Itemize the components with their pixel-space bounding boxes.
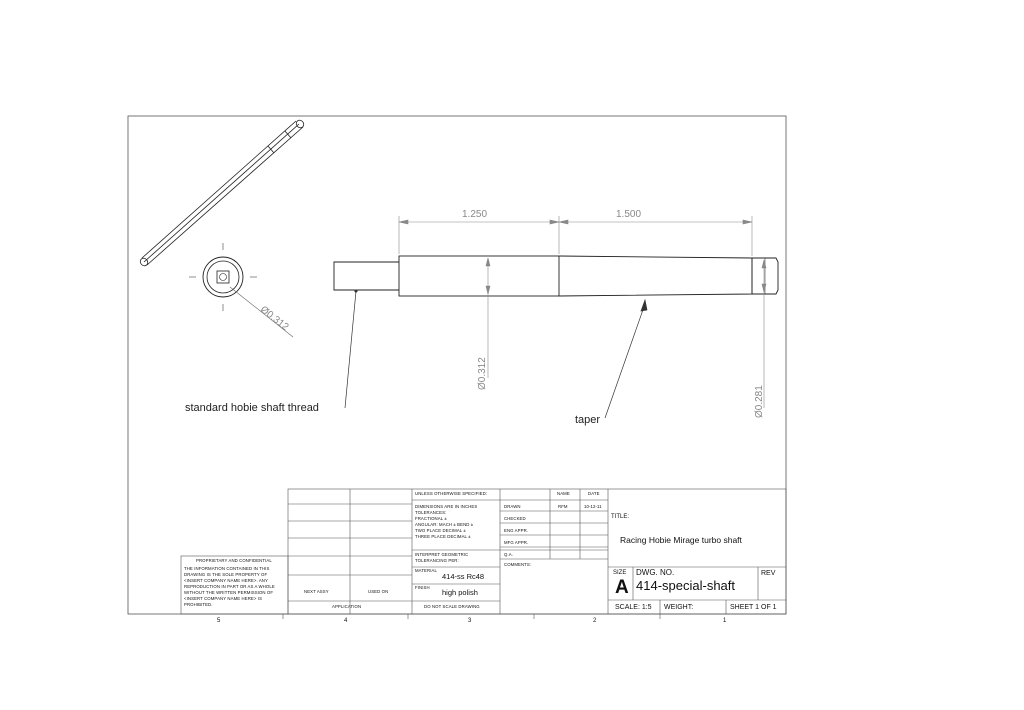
role-checked: CHECKED (504, 516, 526, 521)
proprietary-line: REPRODUCTION IN PART OR AS A WHOLE (184, 584, 275, 589)
proprietary-line: <INSERT COMPANY NAME HERE>. ANY (184, 578, 268, 583)
size-label: SIZE (613, 570, 627, 576)
tolerance-line: ANGULAR: MACH ± BEND ± (415, 522, 474, 527)
zone-label: 3 (468, 618, 472, 624)
tolerance-header: UNLESS OTHERWISE SPECIFIED: (415, 491, 488, 496)
note-taper: taper (575, 414, 601, 426)
sheet-number: SHEET 1 OF 1 (730, 604, 777, 611)
tolerance-line: TOLERANCES: (415, 510, 447, 515)
proprietary-line: DRAWING IS THE SOLE PROPERTY OF (184, 572, 268, 577)
drawn-name: RFM (558, 504, 568, 509)
drawn-date: 10-12-11 (584, 504, 602, 509)
isometric-shaft-view (139, 119, 306, 268)
application-label: APPLICATION (332, 604, 362, 609)
dim-diameter-body: Ø0.312 (477, 357, 488, 390)
geometric-line: TOLERANCING PER: (415, 558, 459, 563)
dimension-lines (399, 216, 766, 408)
rev-label: REV (761, 570, 776, 577)
zone-label: 4 (344, 618, 348, 624)
proprietary-title: PROPRIETARY AND CONFIDENTIAL (196, 558, 272, 563)
material-label: MATERIAL (415, 568, 437, 573)
dim-diameter-tip: Ø0.281 (754, 385, 765, 418)
no-scale-note: DO NOT SCALE DRAWING (424, 604, 480, 609)
role-drawn: DRAWN (504, 504, 521, 509)
dwg-no-value: 414-special-shaft (636, 578, 735, 593)
shaft-side-view (334, 256, 778, 296)
dim-length-2: 1.500 (616, 209, 642, 220)
col-date-header: DATE (588, 491, 600, 496)
finish-label: FINISH (415, 585, 430, 590)
used-on-label: USED ON (368, 589, 389, 594)
proprietary-line: WITHOUT THE WRITTEN PERMISSION OF (184, 590, 274, 595)
tolerance-line: DIMENSIONS ARE IN INCHES (415, 504, 478, 509)
zone-label: 2 (593, 618, 597, 624)
zone-label: 1 (723, 618, 727, 624)
title-label: TITLE: (611, 514, 630, 520)
drawing-title: Racing Hobie Mirage turbo shaft (620, 535, 742, 545)
geometric-line: INTERPRET GEOMETRIC (415, 552, 469, 557)
role-eng-appr: ENG APPR. (504, 528, 529, 533)
role-qa: Q.A. (504, 552, 513, 557)
role-mfg-appr: MFG APPR. (504, 540, 529, 545)
dim-diameter-end: Ø0.312 (257, 304, 291, 334)
proprietary-line: PROHIBITED. (184, 602, 213, 607)
tolerance-line: THREE PLACE DECIMAL ± (415, 534, 471, 539)
role-comments: COMMENTS: (504, 562, 532, 567)
proprietary-line: <INSERT COMPANY NAME HERE> IS (184, 596, 263, 601)
leader-lines (345, 290, 647, 418)
tolerance-line: TWO PLACE DECIMAL ± (415, 528, 466, 533)
weight-label: WEIGHT: (664, 604, 694, 611)
scale-value: SCALE: 1:5 (615, 604, 652, 611)
col-name-header: NAME (557, 491, 570, 496)
proprietary-line: THE INFORMATION CONTAINED IN THIS (184, 566, 270, 571)
dwg-no-label: DWG. NO. (636, 568, 675, 577)
next-assy-label: NEXT ASSY (304, 589, 329, 594)
dim-length-1: 1.250 (462, 209, 488, 220)
note-thread: standard hobie shaft thread (185, 402, 319, 414)
zone-ticks (283, 614, 660, 619)
size-value: A (615, 577, 629, 598)
tolerance-line: FRACTIONAL ± (415, 516, 447, 521)
finish-value: high polish (442, 588, 478, 597)
material-value: 414-ss Rc48 (442, 572, 485, 581)
zone-label: 5 (217, 618, 221, 624)
